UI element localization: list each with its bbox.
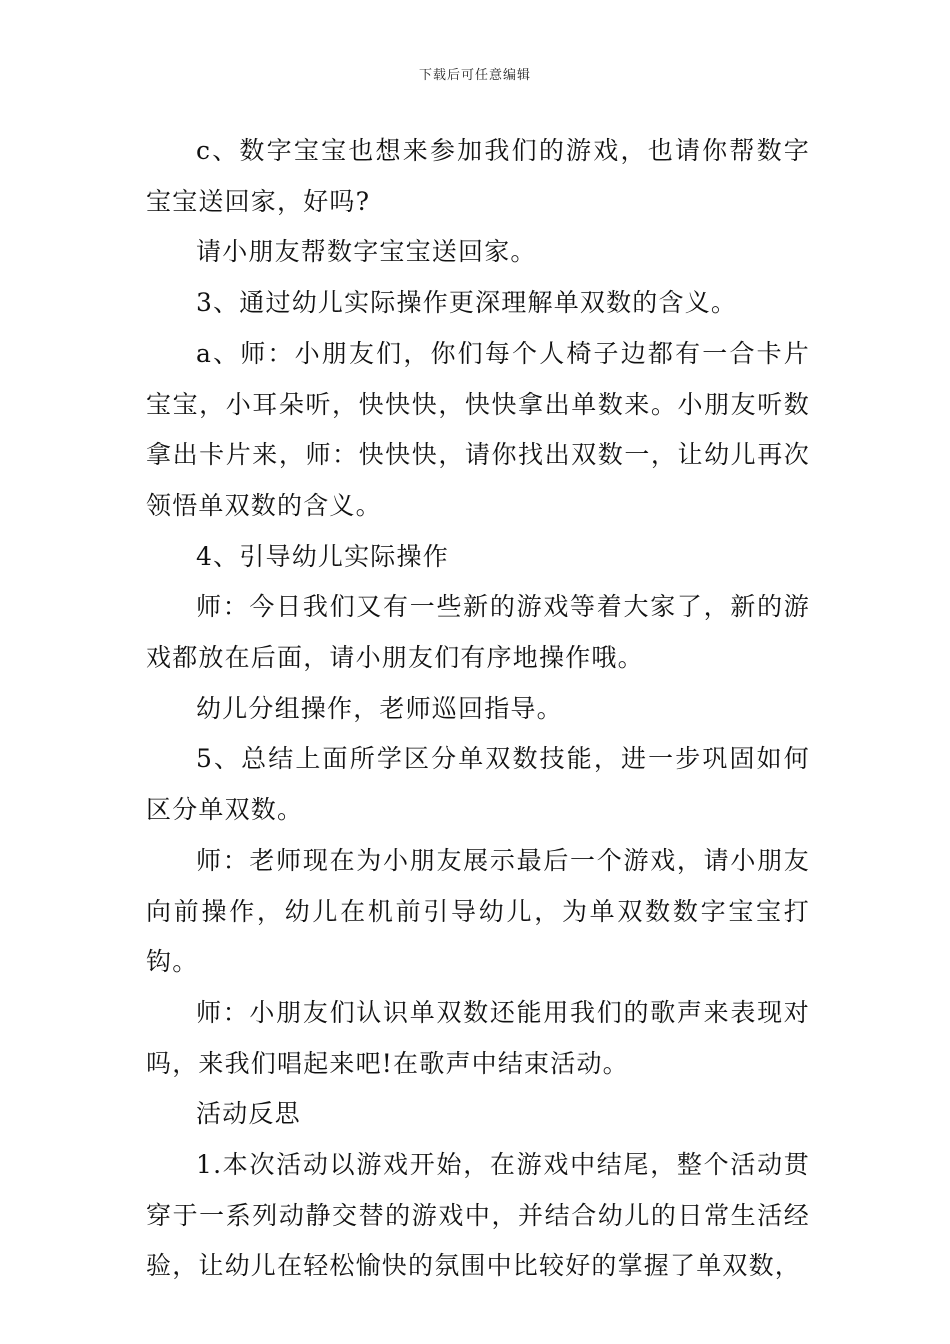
page-header-note: 下载后可任意编辑: [418, 68, 531, 83]
paragraph-last-game: 师：老师现在为小朋友展示最后一个游戏，请小朋友向前操作，幼儿在机前引导幼儿，为单双数数字宝宝打钩。: [146, 845, 810, 977]
paragraph-step-4: 4、引导幼儿实际操作: [196, 541, 449, 571]
paragraph-c-step: c、数字宝宝也想来参加我们的游戏，也请你帮数字宝宝送回家，好吗?: [146, 136, 810, 216]
paragraph-send-home: 请小朋友帮数字宝宝送回家。: [196, 237, 537, 267]
paragraph-a-teacher: a、师：小朋友们，你们每个人椅子边都有一合卡片宝宝，小耳朵听，快快快，快快拿出单数来。小朋友听数拿出卡片来，师：快快快，请你找出双数一，让幼儿再次领悟单双数的含义。: [146, 338, 810, 520]
paragraph-group-work: 幼儿分组操作，老师巡回指导。: [196, 693, 563, 723]
paragraph-reflection-1: 1.本次活动以游戏开始，在游戏中结尾，整个活动贯穿于一系列动静交替的游戏中，并结合幼儿的日常生活经验，让幼儿在轻松愉快的氛围中比较好的掌握了单双数，: [146, 1150, 810, 1281]
paragraph-new-games: 师：今日我们又有一些新的游戏等着大家了，新的游戏都放在后面，请小朋友们有序地操作哦。: [146, 592, 810, 673]
document-body: [146, 126, 810, 1292]
paragraph-step-5: 5、总结上面所学区分单双数技能，进一步巩固如何区分单双数。: [146, 744, 810, 825]
section-heading-reflection: 活动反思: [196, 1099, 301, 1129]
paragraph-song: 师：小朋友们认识单双数还能用我们的歌声来表现对吗，来我们唱起来吧!在歌声中结束活动。: [146, 997, 810, 1078]
paragraph-step-3: 3、通过幼儿实际操作更深理解单双数的含义。: [196, 288, 738, 318]
